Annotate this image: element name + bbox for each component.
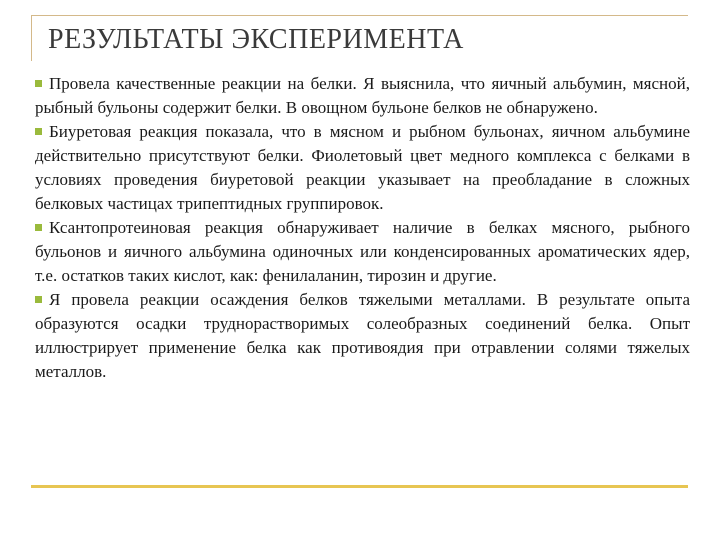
bottom-rule <box>31 485 688 488</box>
bullet-text: Ксантопротеиновая реакция обнаруживает наличие в белках мясного, рыбного бульонов и яичного альбумина одиночных или конденсированных ароматических ядер, т.е. остатков таких кислот, как: фенилаланин, тирозин и другие. <box>35 218 690 285</box>
bullet-item <box>35 120 690 216</box>
square-bullet-icon <box>35 296 42 303</box>
bullet-text: Я провела реакции осаждения белков тяжелыми металлами. В результате опыта образуются осадки труднорастворимых солеобразных соединений белка. Опыт иллюстрирует применение белка как противоядия при отравлении солями тяжелых металлов. <box>35 290 690 381</box>
top-frame-line <box>31 15 688 16</box>
bullet-item <box>35 72 690 120</box>
bullet-text: Биуретовая реакция показала, что в мясном и рыбном бульонах, яичном альбумине действительно присутствуют белки. Фиолетовый цвет медного комплекса с белками в условиях проведения биуретовой реакции указывает на преобладание в сложных белковых частицах трипептидных группировок. <box>35 122 690 213</box>
bullet-item <box>35 288 690 384</box>
bullet-text: Провела качественные реакции на белки. Я выяснила, что яичный альбумин, мясной, рыбный бульоны содержит белки. В овощном бульоне белков не обнаружено. <box>35 74 690 117</box>
square-bullet-icon <box>35 224 42 231</box>
bullet-item <box>35 216 690 288</box>
left-frame-line <box>31 15 32 61</box>
slide-title: РЕЗУЛЬТАТЫ ЭКСПЕРИМЕНТА <box>48 24 464 55</box>
slide-content <box>35 72 690 384</box>
square-bullet-icon <box>35 80 42 87</box>
square-bullet-icon <box>35 128 42 135</box>
